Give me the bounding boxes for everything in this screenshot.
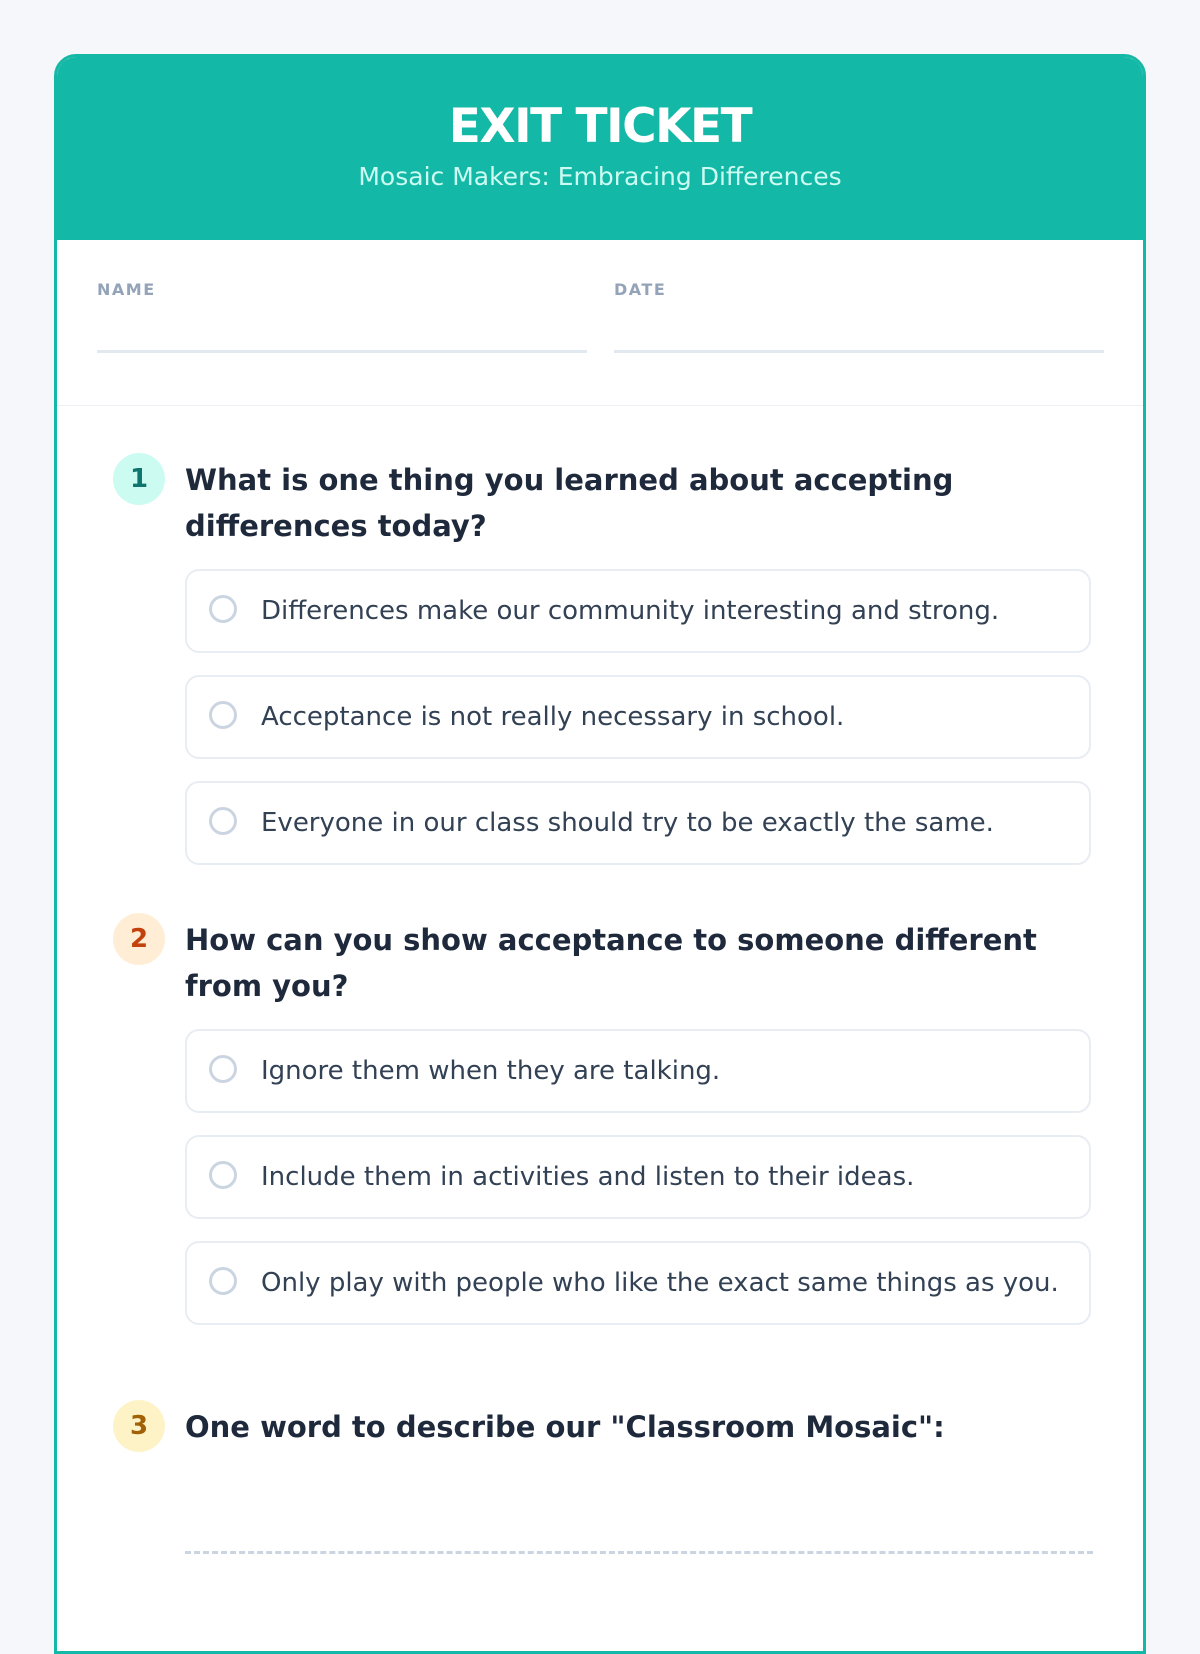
question-1-text: What is one thing you learned about accepting differences today? — [185, 463, 954, 543]
radio-circle-icon[interactable] — [209, 595, 237, 623]
option-label: Acceptance is not really necessary in school. — [261, 702, 845, 732]
question-2-option-2[interactable] — [185, 1135, 1091, 1219]
name-input-line[interactable] — [97, 350, 587, 353]
question-2-options — [185, 1029, 1091, 1347]
question-3-number-badge: 3 — [113, 1400, 165, 1452]
option-label: Only play with people who like the exact same things as you. — [261, 1268, 1059, 1298]
radio-circle-icon[interactable] — [209, 701, 237, 729]
question-1-options — [185, 569, 1091, 887]
ticket-title: EXIT TICKET — [448, 99, 752, 154]
name-label: NAME — [97, 280, 156, 299]
question-2-option-3[interactable] — [185, 1241, 1091, 1325]
question-1-number-badge: 1 — [113, 453, 165, 505]
date-label: DATE — [614, 280, 667, 299]
name-field — [97, 280, 587, 353]
question-1-option-3[interactable] — [185, 781, 1091, 865]
question-3-text: One word to describe our "Classroom Mosaic": — [185, 1410, 945, 1444]
radio-circle-icon[interactable] — [209, 1161, 237, 1189]
radio-circle-icon[interactable] — [209, 807, 237, 835]
option-label: Everyone in our class should try to be exactly the same. — [261, 808, 994, 838]
option-label: Differences make our community interesting and strong. — [261, 596, 1000, 626]
option-label: Ignore them when they are talking. — [261, 1056, 721, 1086]
question-2-option-1[interactable] — [185, 1029, 1091, 1113]
ticket-subtitle: Mosaic Makers: Embracing Differences — [358, 162, 842, 191]
date-field — [614, 280, 1104, 353]
option-label: Include them in activities and listen to their ideas. — [261, 1162, 915, 1192]
exit-ticket-card — [54, 54, 1146, 1654]
question-1-option-1[interactable] — [185, 569, 1091, 653]
question-1-option-2[interactable] — [185, 675, 1091, 759]
question-2-number-badge: 2 — [113, 913, 165, 965]
date-input-line[interactable] — [614, 350, 1104, 353]
radio-circle-icon[interactable] — [209, 1267, 237, 1295]
radio-circle-icon[interactable] — [209, 1055, 237, 1083]
ticket-header — [57, 57, 1143, 240]
student-info-section — [57, 240, 1143, 406]
question-2-text: How can you show acceptance to someone different from you? — [185, 923, 1037, 1003]
one-word-answer-input[interactable] — [185, 1551, 1093, 1554]
